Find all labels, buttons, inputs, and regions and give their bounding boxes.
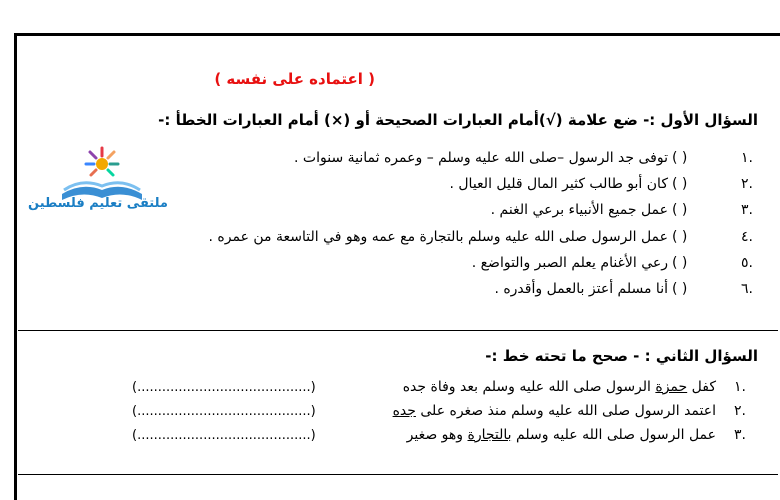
sentence-text [403, 379, 716, 395]
sentence-post: الرسول صلى الله عليه وسلم بعد وفاة جده [402, 379, 656, 395]
statement-text: عمل الرسول صلى الله عليه وسلم بالتجارة مع عمه وهو في التاسعة من عمره . [208, 229, 668, 245]
answer-paren[interactable]: ( ) [672, 229, 688, 245]
underlined-word: بالتجارة [467, 427, 512, 443]
statement-text: كان أبو طالب كثير المال قليل العيال . [449, 176, 668, 192]
correction-blank[interactable]: (..........................................) [132, 380, 316, 395]
sentence-pre: عمل الرسول صلى الله عليه وسلم [511, 427, 716, 443]
section-divider [18, 330, 778, 331]
correction-blank[interactable]: (..........................................) [132, 428, 316, 443]
statement-text: رعي الأغنام يعلم الصبر والتواضع . [471, 255, 668, 271]
question-2-title: السؤال الثاني : - صحح ما تحته خط :- [485, 347, 758, 365]
section-divider [18, 474, 778, 475]
item-number: ١. [734, 379, 746, 395]
item-number: ٢. [741, 176, 753, 192]
statement-text: عمل جميع الأنبياء برعي الغنم . [490, 202, 668, 218]
statement-text: توفى جد الرسول –صلى الله عليه وسلم – وعمره ثمانية سنوات . [294, 150, 668, 166]
answer-paren[interactable]: ( ) [672, 202, 688, 218]
underlined-word: جده [392, 403, 416, 419]
underlined-word: حمزة [655, 379, 688, 395]
page-border-top [14, 33, 780, 36]
item-number: ٣. [734, 427, 746, 443]
sentence-post: وهو صغير [406, 427, 468, 443]
item-number: ٤. [741, 229, 753, 245]
correction-blank[interactable]: (..........................................) [132, 404, 316, 419]
answer-paren[interactable]: ( ) [672, 255, 688, 271]
item-number: ٣. [741, 202, 753, 218]
sentence-pre: اعتمد الرسول صلى الله عليه وسلم منذ صغره على [415, 403, 716, 419]
item-number: ٥. [741, 255, 753, 271]
statement-text: أنا مسلم أعتز بالعمل وأقدره . [494, 281, 668, 297]
page-border-left [14, 33, 17, 500]
sentence-text [393, 403, 716, 419]
question-1-title: السؤال الأول :- ضع علامة (√)أمام العبارات الصحيحة أو (×) أمام العبارات الخطأ :- [158, 111, 758, 129]
answer-paren[interactable]: ( ) [672, 281, 688, 297]
sentence-pre: كفل [687, 379, 716, 395]
answer-paren[interactable]: ( ) [672, 176, 688, 192]
answer-paren[interactable]: ( ) [672, 150, 688, 166]
lesson-subtitle: ( اعتماده على نفسه ) [214, 70, 375, 88]
item-number: ٢. [734, 403, 746, 419]
logo-text: ملتقى تعليم فلسطين [28, 196, 168, 211]
item-number: ٦. [741, 281, 753, 297]
sentence-text [407, 427, 716, 443]
item-number: ١. [741, 150, 753, 166]
